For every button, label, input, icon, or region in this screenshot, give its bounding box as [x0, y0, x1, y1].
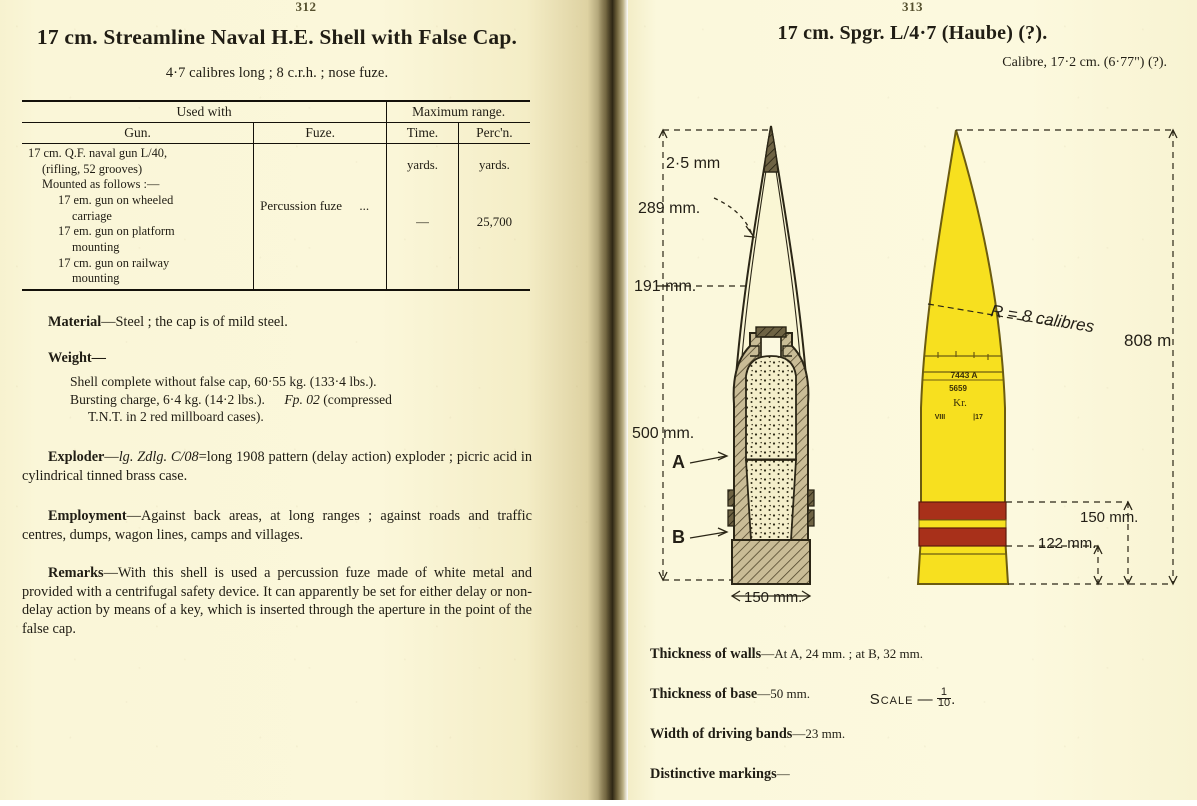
base-text: —50 mm. [757, 686, 810, 701]
gun-line-1: 17 cm. Q.F. naval gun L/40, [28, 146, 168, 161]
exploder-text: =long 1908 pattern (delay action) exploder ; picric acid in cylindrical tinned brass case. [22, 449, 532, 484]
section-exploder [22, 448, 532, 485]
fuze-leader-dots: ... [359, 198, 370, 214]
right-page-header [648, 22, 1177, 71]
shell-diagram-svg [628, 108, 1197, 618]
section-material [22, 313, 532, 332]
exploder-german-code: lg. Zdlg. C/08 [118, 449, 199, 466]
scale-numerator: 1 [937, 688, 951, 699]
shell-base [732, 540, 810, 584]
table-header-max-range: Maximum range. [387, 101, 530, 123]
table-header-row-cols [22, 123, 530, 144]
weight-detail-2 [22, 391, 532, 409]
page-title-left: 17 cm. Streamline Naval H.E. Shell with False Cap. [36, 25, 518, 49]
label-band-to-base: 150 mm. [1080, 509, 1139, 526]
employment-label: Employment [48, 508, 127, 525]
table-header-row-group [22, 101, 530, 123]
folio-left: 312 [295, 0, 317, 14]
label-base-width: 150 mm. [744, 589, 803, 606]
markings-text: — [776, 766, 790, 781]
scale-period: . [951, 690, 956, 708]
false-cap-tip [764, 126, 778, 172]
stencil-text-2: 5659 [949, 384, 967, 393]
stencil-text-3: Kr. [953, 397, 967, 409]
left-page-content [22, 24, 532, 639]
weight-detail-1: Shell complete without false cap, 60·55 kg. (133·4 lbs.). [70, 374, 377, 389]
remarks-label: Remarks [48, 565, 104, 582]
page-subtitle-left: 4·7 calibres long ; 8 c.r.h. ; nose fuze. [165, 65, 389, 82]
section-employment [22, 507, 532, 544]
markings-label: Distinctive markings [650, 766, 777, 782]
spec-driving-bands [650, 726, 1170, 743]
label-total-length: 808 m [1124, 331, 1172, 350]
arrow-cap-thickness [744, 226, 754, 237]
bursting-charge-lower [746, 460, 796, 540]
table-cell-percn-units: yards. [458, 144, 530, 180]
leader-cap-thickness [714, 198, 752, 234]
fuze-value: Percussion fuze [260, 198, 343, 214]
label-point-b: B [672, 527, 685, 547]
table-header-percn: Perc'n. [458, 123, 530, 144]
arrow-point-a [718, 452, 727, 460]
calibre-line: Calibre, 17·2 cm. (6·77") (?). [1002, 55, 1167, 70]
folio-right: 313 [902, 0, 923, 14]
gun-mount-1b: carriage [72, 208, 112, 223]
weight-detail-3: T.N.T. in 2 red millboard cases). [88, 409, 264, 425]
driving-band-upper-right [808, 490, 814, 506]
figure-labels [632, 155, 1171, 606]
exploder-label: Exploder [48, 449, 105, 466]
arrow-total-bottom-right [1169, 576, 1177, 584]
weight-label: Weight— [48, 350, 106, 367]
remarks-text: —With this shell is used a percussion fuze made of white metal and provided with a centrifugal safety device. It can apparently be set for either delay or non-delay action by means of a key, which is inserted through the aperture in the point of the false cap. [22, 565, 532, 638]
table-cell-time-value: — [387, 179, 459, 290]
table-cell-percn-value: 25,700 [458, 179, 530, 290]
table-cell-fuze [254, 144, 387, 290]
gun-line-3: Mounted as follows :— [42, 177, 160, 192]
label-point-a: A [672, 452, 685, 472]
spec-thickness-base [650, 686, 1170, 703]
painted-driving-band-upper [919, 502, 1006, 520]
painted-driving-band-lower [919, 528, 1006, 546]
scale-denominator: 10 [937, 696, 951, 709]
base-label: Thickness of base [650, 686, 758, 702]
material-label: Material [48, 313, 102, 330]
label-base-diameter: 122 mm. [1038, 535, 1097, 552]
employment-text: —Against back areas, at long ranges ; against roads and traffic centres, dumps, wagon lines, camps and villages. [22, 508, 532, 543]
driving-band-lower-left [728, 510, 734, 526]
weight-charge: Bursting charge, 6·4 kg. (14·2 lbs.). [70, 391, 265, 407]
label-head-length: 289 mm. [638, 200, 701, 217]
table-bottom-rule [22, 290, 530, 291]
scale-dash: — [917, 690, 933, 708]
bands-text: —23 mm. [792, 726, 846, 741]
table-header-used-with: Used with [176, 104, 232, 120]
weight-filling-code: Fp. 02 [284, 391, 320, 407]
gun-mount-2: 17 em. gun on platform [58, 224, 175, 239]
table-cell-time-units: yards. [387, 144, 459, 180]
book-gutter [612, 0, 628, 800]
section-remarks [22, 564, 532, 638]
gun-mount-3: 17 cm. gun on railway [58, 255, 170, 270]
label-fuze-seat: 191 mm. [634, 278, 697, 295]
table-header-gun: Gun. [124, 125, 151, 141]
walls-label: Thickness of walls [650, 646, 762, 662]
table-units-row [22, 144, 530, 180]
table-cell-gun [22, 144, 254, 290]
bursting-charge-upper [746, 356, 796, 460]
label-radius-note: R = 8 calibres [989, 301, 1096, 337]
specification-table [22, 100, 530, 291]
gun-mount-1: 17 em. gun on wheeled [58, 193, 174, 208]
scale-word: Scale [869, 690, 914, 708]
gun-line-2: (rifling, 52 grooves) [42, 161, 143, 176]
spec-distinctive-markings [650, 766, 1170, 783]
walls-text: —At A, 24 mm. ; at B, 32 mm. [761, 646, 924, 661]
fuze-seat-cap [756, 327, 786, 337]
spec-thickness-walls [650, 646, 1170, 663]
stencil-text-4a: VIII [934, 414, 946, 421]
right-page-specs [650, 646, 1170, 806]
weight-filling-note: (compressed [323, 391, 392, 407]
sectioned-shell [728, 126, 814, 584]
exploder-dash: — [104, 449, 119, 466]
painted-band-gap [919, 520, 1006, 528]
driving-band-lower-right [808, 510, 814, 526]
driving-band-upper-left [728, 490, 734, 506]
section-weight [22, 349, 532, 368]
table-header-fuze: Fuze. [254, 123, 387, 144]
stencil-text-1: 7443 A [950, 370, 978, 380]
gun-mount-3b: mounting [72, 271, 120, 286]
material-text: —Steel ; the cap is of mild steel. [101, 313, 288, 330]
gun-mount-2b: mounting [72, 239, 120, 254]
label-body-length: 500 mm. [632, 425, 695, 442]
bands-label: Width of driving bands [650, 726, 793, 742]
page-title-right: 17 cm. Spgr. L/4·7 (Haube) (?). [777, 22, 1048, 44]
right-page [628, 0, 1197, 800]
table-rule-spacer [22, 290, 530, 291]
table-header-time: Time. [387, 123, 459, 144]
painted-shell [918, 130, 1058, 584]
stencil-text-4b: |17 [973, 414, 983, 421]
label-cap-thickness: 2·5 mm [666, 155, 721, 172]
